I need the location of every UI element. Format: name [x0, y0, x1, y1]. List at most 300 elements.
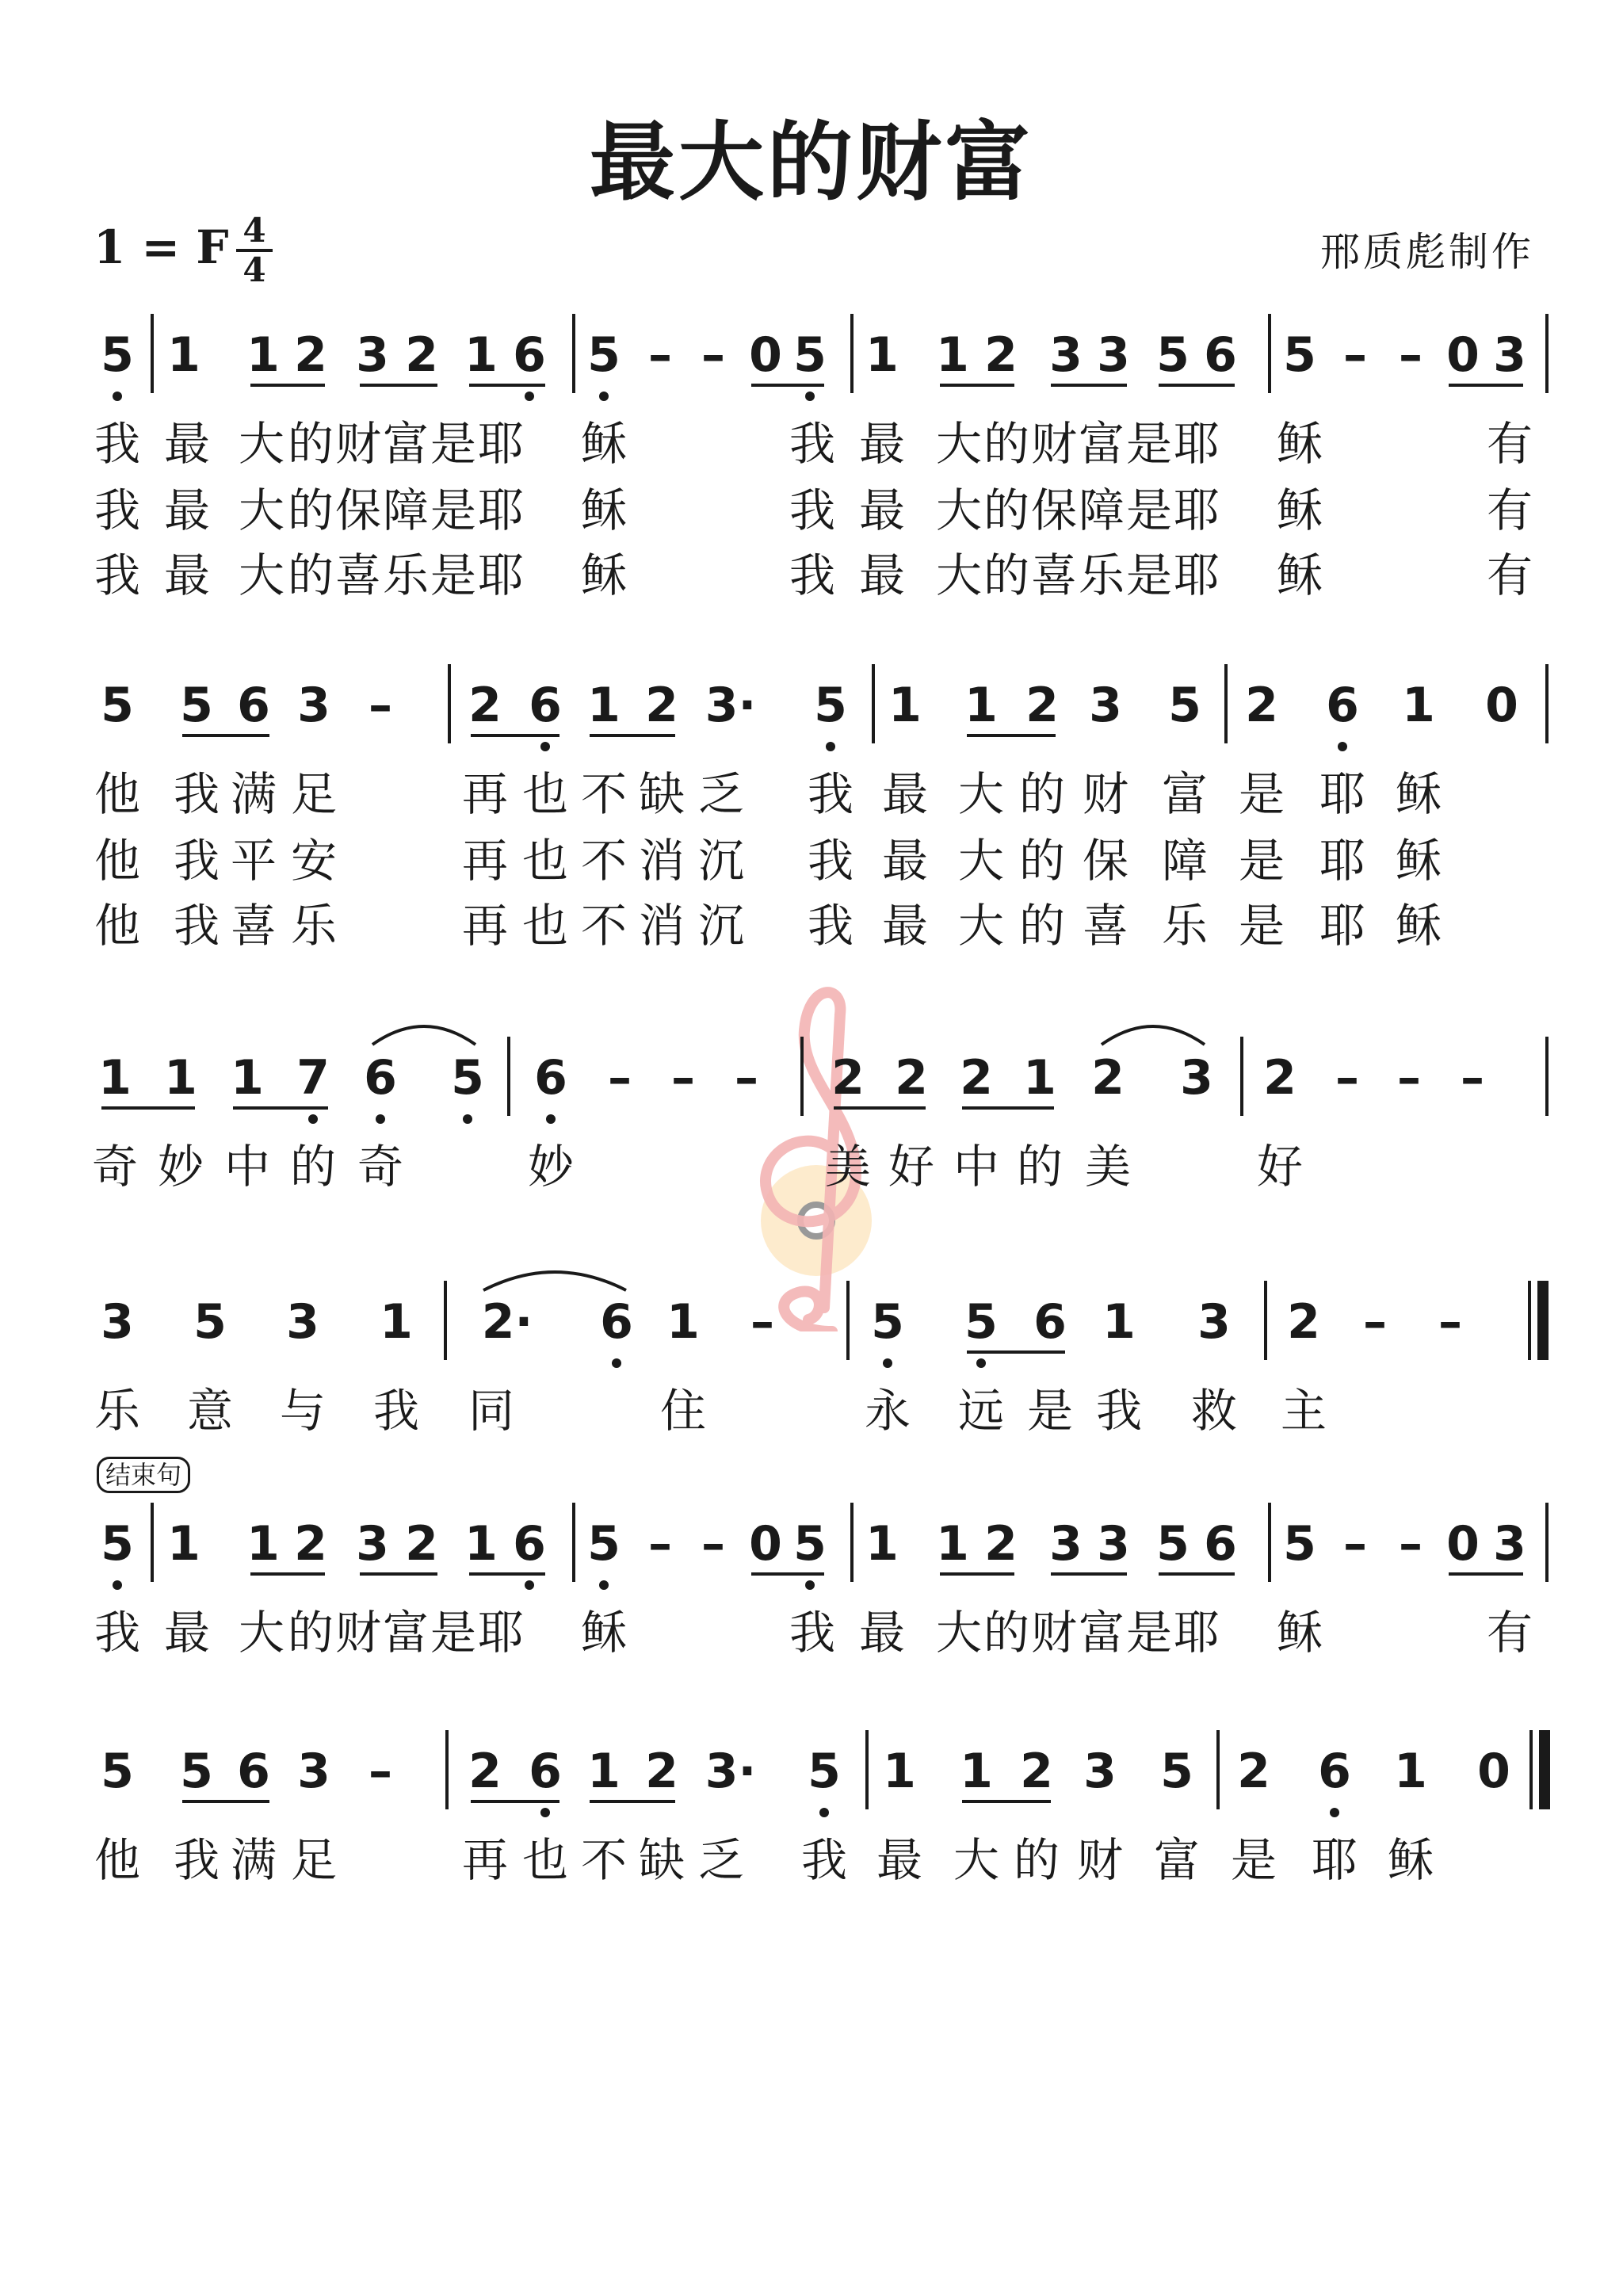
- lyric-char: 是: [430, 483, 477, 537]
- ending-label: 结束句: [97, 1457, 190, 1493]
- note: 3·: [705, 1744, 757, 1799]
- lyric-char: 有: [1486, 483, 1533, 537]
- lyric-char: 的: [983, 417, 1030, 471]
- lyric-char: 我: [807, 899, 854, 953]
- note: 6: [1033, 1294, 1067, 1350]
- lyric-char: 的: [1018, 834, 1066, 888]
- lyric-char: 稣: [1387, 1833, 1434, 1887]
- slur: [483, 1272, 626, 1290]
- lyric-char: 我: [807, 767, 854, 821]
- note: 1: [865, 327, 899, 383]
- note: 3: [1493, 1516, 1526, 1572]
- lyric-char: 稣: [1276, 417, 1323, 471]
- note: 5: [587, 1516, 621, 1572]
- lyric-char: 满: [230, 767, 277, 821]
- lyric-char: 的: [983, 483, 1030, 537]
- lyric-char: 最: [163, 1606, 211, 1660]
- lyric-char: 我: [1095, 1384, 1143, 1438]
- note: 3: [1180, 1050, 1213, 1106]
- lyric-char: 大: [238, 417, 285, 471]
- note: 2: [294, 1516, 327, 1572]
- lyric-char: 财: [334, 417, 382, 471]
- note: 3: [1083, 1744, 1117, 1799]
- lyric-char: 财: [1030, 1606, 1078, 1660]
- lyric-char: 奇: [357, 1140, 404, 1194]
- note: 3: [1049, 1516, 1083, 1572]
- lyric-char: 不: [580, 767, 628, 821]
- note: 5: [814, 678, 847, 733]
- note: 0: [1485, 678, 1518, 733]
- lyric-char: 再: [461, 834, 509, 888]
- lyric-char: 耶: [1173, 483, 1220, 537]
- lyric-char: 财: [334, 1606, 382, 1660]
- note: 6: [1204, 1516, 1237, 1572]
- lyric-char: 我: [789, 417, 836, 471]
- lyric-char: 意: [186, 1384, 234, 1438]
- note: 1: [1102, 1294, 1136, 1350]
- note: 0: [1446, 327, 1480, 383]
- lyric-char: 大: [935, 1606, 983, 1660]
- lyric-char: 的: [983, 1606, 1030, 1660]
- note: 6: [1204, 327, 1237, 383]
- note: –: [1343, 327, 1367, 383]
- lyric-char: 美: [824, 1140, 872, 1194]
- note: 2: [294, 327, 327, 383]
- note: 5: [808, 1744, 841, 1799]
- note: 1: [883, 1744, 916, 1799]
- note: 3: [1097, 1516, 1130, 1572]
- lyric-char: 乐: [290, 899, 338, 953]
- lyric-char: 同: [468, 1384, 515, 1438]
- note: 2: [1263, 1050, 1296, 1106]
- lyric-char: 再: [461, 899, 509, 953]
- lyric-char: 财: [1082, 767, 1129, 821]
- lyric-char: 与: [279, 1384, 327, 1438]
- lyric-char: 的: [287, 417, 334, 471]
- lyric-char: 远: [957, 1384, 1005, 1438]
- lyric-char: 足: [290, 767, 338, 821]
- lyric-char: 富: [382, 1606, 430, 1660]
- lyric-char: 足: [290, 1833, 338, 1887]
- note: 6: [364, 1050, 397, 1106]
- note: –: [750, 1294, 774, 1350]
- note: –: [701, 327, 725, 383]
- lyric-char: 最: [163, 548, 211, 602]
- lyric-char: 稣: [580, 548, 628, 602]
- lyric-char: 我: [94, 417, 141, 471]
- note: 1: [666, 1294, 700, 1350]
- lyric-char: 最: [858, 1606, 906, 1660]
- note: 1: [936, 1516, 969, 1572]
- note: 5: [1156, 1516, 1190, 1572]
- note: 6: [513, 327, 546, 383]
- lyric-char: 的: [287, 1606, 334, 1660]
- lyric-char: 最: [163, 417, 211, 471]
- lyric-char: 保: [334, 483, 382, 537]
- lyric-char: 乐: [1078, 548, 1125, 602]
- note: 5: [101, 1516, 134, 1572]
- note: –: [1363, 1294, 1387, 1350]
- note: 2: [984, 327, 1018, 383]
- note: 1: [1394, 1744, 1427, 1799]
- note: 3: [1049, 327, 1083, 383]
- note: 1: [464, 327, 498, 383]
- note: 5: [1283, 327, 1316, 383]
- lyric-char: 耶: [477, 417, 525, 471]
- note: 2: [645, 678, 678, 733]
- lyric-char: 最: [858, 548, 906, 602]
- note: 0: [749, 327, 782, 383]
- lyric-char: 富: [1078, 417, 1125, 471]
- lyric-char: 我: [789, 548, 836, 602]
- note: 3: [286, 1294, 319, 1350]
- note: 6: [1326, 678, 1359, 733]
- note: 3: [356, 1516, 389, 1572]
- lyric-char: 耶: [1173, 417, 1220, 471]
- lyric-char: 我: [789, 1606, 836, 1660]
- note: 2: [405, 1516, 438, 1572]
- lyric-char: 消: [638, 899, 685, 953]
- lyric-char: 是: [1230, 1833, 1277, 1887]
- lyric-char: 美: [1084, 1140, 1132, 1194]
- lyric-char: 乏: [697, 1833, 745, 1887]
- note: 1: [167, 1516, 200, 1572]
- note: 5: [451, 1050, 484, 1106]
- lyric-char: 缺: [638, 767, 685, 821]
- lyric-char: 永: [864, 1384, 911, 1438]
- note: 3: [297, 678, 330, 733]
- note: 6: [1318, 1744, 1351, 1799]
- lyric-char: 大: [935, 548, 983, 602]
- note: –: [648, 1516, 672, 1572]
- lyric-char: 稣: [1276, 483, 1323, 537]
- lyric-char: 有: [1486, 1606, 1533, 1660]
- lyric-char: 是: [1125, 548, 1173, 602]
- lyric-char: 奇: [91, 1140, 139, 1194]
- note: 5: [1168, 678, 1201, 733]
- note: 6: [529, 1744, 562, 1799]
- note: –: [1343, 1516, 1367, 1572]
- lyric-char: 是: [1125, 417, 1173, 471]
- lyric-char: 稣: [1276, 1606, 1323, 1660]
- lyric-char: 喜: [230, 899, 277, 953]
- note: 1: [960, 1744, 993, 1799]
- lyric-char: 大: [957, 834, 1005, 888]
- note: 2: [1287, 1294, 1320, 1350]
- lyric-char: 最: [881, 834, 929, 888]
- note: –: [1399, 1516, 1423, 1572]
- lyric-char: 是: [1238, 834, 1285, 888]
- lyric-char: 好: [888, 1140, 935, 1194]
- lyric-char: 是: [1125, 483, 1173, 537]
- lyric-char: 妙: [157, 1140, 204, 1194]
- note: 1: [1023, 1050, 1056, 1106]
- note: 6: [529, 678, 562, 733]
- note: –: [701, 1516, 725, 1572]
- lyric-char: 耶: [1173, 548, 1220, 602]
- lyric-char: 稣: [1395, 767, 1442, 821]
- song-title: 最大的财富: [589, 113, 1033, 212]
- note: 2: [468, 678, 502, 733]
- note: 2·: [481, 1294, 533, 1350]
- note: 7: [296, 1050, 330, 1106]
- lyric-char: 沉: [697, 899, 745, 953]
- note: 5: [871, 1294, 904, 1350]
- note: 5: [793, 1516, 827, 1572]
- note: 5: [1283, 1516, 1316, 1572]
- lyric-char: 再: [461, 1833, 509, 1887]
- note: 2: [984, 1516, 1018, 1572]
- lyric-char: 也: [521, 834, 569, 888]
- lyric-char: 他: [94, 834, 141, 888]
- slur: [1102, 1026, 1205, 1045]
- lyric-char: 耶: [1319, 899, 1366, 953]
- lyric-char: 的: [1018, 899, 1066, 953]
- note: 6: [534, 1050, 567, 1106]
- lyric-char: 缺: [638, 1833, 685, 1887]
- note: 5: [101, 327, 134, 383]
- lyric-char: 富: [382, 417, 430, 471]
- lyric-char: 保: [1030, 483, 1078, 537]
- lyric-char: 最: [858, 417, 906, 471]
- lyric-char: 大: [238, 1606, 285, 1660]
- lyric-char: 我: [173, 834, 220, 888]
- lyric-char: 他: [94, 1833, 141, 1887]
- note: –: [1461, 1050, 1484, 1106]
- lyric-char: 我: [372, 1384, 420, 1438]
- lyric-char: 是: [430, 1606, 477, 1660]
- lyric-char: 不: [580, 899, 628, 953]
- lyric-char: 最: [876, 1833, 923, 1887]
- lyric-char: 最: [881, 767, 929, 821]
- lyric-char: 大: [238, 548, 285, 602]
- lyric-char: 的: [1016, 1140, 1064, 1194]
- lyric-char: 的: [1018, 767, 1066, 821]
- lyric-char: 好: [1256, 1140, 1304, 1194]
- note: –: [608, 1050, 632, 1106]
- lyric-char: 障: [1078, 483, 1125, 537]
- lyric-char: 大: [957, 899, 1005, 953]
- note: 2: [1020, 1744, 1053, 1799]
- note: 2: [405, 327, 438, 383]
- lyric-char: 沉: [697, 834, 745, 888]
- lyric-char: 财: [1030, 417, 1078, 471]
- lyric-char: 中: [953, 1140, 1000, 1194]
- note: 1: [246, 327, 280, 383]
- note: 5: [964, 1294, 998, 1350]
- lyric-char: 是: [430, 548, 477, 602]
- lyric-char: 安: [290, 834, 338, 888]
- lyric-char: 我: [173, 767, 220, 821]
- lyric-char: 耶: [477, 1606, 525, 1660]
- lyric-char: 大: [957, 767, 1005, 821]
- note: 6: [513, 1516, 546, 1572]
- lyric-char: 大: [238, 483, 285, 537]
- note: 1: [936, 327, 969, 383]
- note: 5: [180, 678, 213, 733]
- lyric-char: 的: [983, 548, 1030, 602]
- note: 1: [888, 678, 922, 733]
- lyric-char: 大: [935, 483, 983, 537]
- lyric-char: 稣: [1395, 899, 1442, 953]
- note: 1: [98, 1050, 132, 1106]
- time-signature-bottom: 4: [242, 250, 266, 289]
- lyric-char: 稣: [580, 1606, 628, 1660]
- lyric-char: 耶: [1319, 767, 1366, 821]
- note: 5: [101, 678, 134, 733]
- note: 5: [101, 1744, 134, 1799]
- lyric-char: 有: [1486, 417, 1533, 471]
- lyric-char: 喜: [334, 548, 382, 602]
- lyric-char: 有: [1486, 548, 1533, 602]
- note: 5: [193, 1294, 227, 1350]
- note: –: [1397, 1050, 1421, 1106]
- lyric-char: 乐: [1161, 899, 1209, 953]
- lyric-char: 财: [1076, 1833, 1124, 1887]
- lyric-char: 再: [461, 767, 509, 821]
- note: 0: [749, 1516, 782, 1572]
- lyric-char: 也: [521, 899, 569, 953]
- note: 1: [865, 1516, 899, 1572]
- note: 1: [587, 1744, 621, 1799]
- note: 2: [1237, 1744, 1270, 1799]
- key-signature: 1 = F: [94, 220, 229, 274]
- note: 5: [587, 327, 621, 383]
- note: –: [1438, 1294, 1462, 1350]
- lyric-char: 是: [1026, 1384, 1074, 1438]
- lyric-char: 稣: [580, 483, 628, 537]
- lyric-char: 也: [521, 767, 569, 821]
- note: 6: [237, 1744, 270, 1799]
- lyric-char: 耶: [477, 483, 525, 537]
- note: 1: [464, 1516, 498, 1572]
- lyric-char: 稣: [1276, 548, 1323, 602]
- note: 5: [1160, 1744, 1193, 1799]
- note: 2: [895, 1050, 928, 1106]
- lyric-char: 障: [1161, 834, 1209, 888]
- note: –: [369, 1744, 392, 1799]
- note: 3: [1493, 327, 1526, 383]
- note: –: [369, 678, 392, 733]
- note: 2: [645, 1744, 678, 1799]
- lyric-char: 主: [1280, 1384, 1327, 1438]
- note: 0: [1446, 1516, 1480, 1572]
- note: 3: [356, 327, 389, 383]
- note: 3: [1089, 678, 1122, 733]
- lyric-char: 乏: [697, 767, 745, 821]
- note: 2: [960, 1050, 993, 1106]
- note: 5: [1156, 327, 1190, 383]
- note: 2: [1025, 678, 1059, 733]
- lyric-char: 不: [580, 1833, 628, 1887]
- lyric-char: 最: [858, 483, 906, 537]
- lyric-char: 是: [1238, 767, 1285, 821]
- note: 6: [237, 678, 270, 733]
- note: 1: [164, 1050, 197, 1106]
- lyric-char: 保: [1082, 834, 1129, 888]
- note: 5: [793, 327, 827, 383]
- lyric-char: 我: [173, 1833, 220, 1887]
- lyric-char: 喜: [1030, 548, 1078, 602]
- lyric-char: 喜: [1082, 899, 1129, 953]
- note: 1: [246, 1516, 280, 1572]
- lyric-char: 也: [521, 1833, 569, 1887]
- lyric-char: 我: [94, 548, 141, 602]
- lyric-char: 是: [1125, 1606, 1173, 1660]
- lyric-char: 耶: [1173, 1606, 1220, 1660]
- lyric-char: 他: [94, 899, 141, 953]
- lyric-char: 耶: [1319, 834, 1366, 888]
- lyric-char: 不: [580, 834, 628, 888]
- lyric-char: 耶: [477, 548, 525, 602]
- lyric-char: 中: [223, 1140, 271, 1194]
- lyric-char: 最: [163, 483, 211, 537]
- note: 1: [587, 678, 621, 733]
- lyric-char: 我: [94, 1606, 141, 1660]
- lyric-char: 住: [659, 1384, 707, 1438]
- note: 3·: [705, 678, 757, 733]
- note: 2: [1091, 1050, 1125, 1106]
- lyric-char: 他: [94, 767, 141, 821]
- lyric-char: 满: [230, 1833, 277, 1887]
- note: 5: [180, 1744, 213, 1799]
- note: –: [1399, 327, 1423, 383]
- lyric-char: 我: [94, 483, 141, 537]
- note: 2: [831, 1050, 865, 1106]
- note: 6: [600, 1294, 633, 1350]
- note: –: [648, 327, 672, 383]
- lyric-char: 我: [807, 834, 854, 888]
- note: 1: [1402, 678, 1435, 733]
- note: 1: [231, 1050, 264, 1106]
- credit: 邢质彪制作: [1320, 229, 1534, 275]
- note: 1: [380, 1294, 413, 1350]
- note: –: [671, 1050, 695, 1106]
- lyric-char: 平: [230, 834, 277, 888]
- note: 0: [1477, 1744, 1510, 1799]
- note: 1: [167, 327, 200, 383]
- slur: [372, 1026, 475, 1045]
- lyric-char: 稣: [580, 417, 628, 471]
- lyric-char: 救: [1190, 1384, 1238, 1438]
- lyric-char: 的: [287, 483, 334, 537]
- lyric-char: 富: [1153, 1833, 1201, 1887]
- lyric-char: 大: [953, 1833, 1000, 1887]
- lyric-char: 我: [789, 483, 836, 537]
- lyric-char: 乐: [94, 1384, 141, 1438]
- note: 2: [468, 1744, 502, 1799]
- lyric-char: 是: [1238, 899, 1285, 953]
- lyric-char: 大: [935, 417, 983, 471]
- lyric-char: 我: [800, 1833, 848, 1887]
- note: 3: [1197, 1294, 1231, 1350]
- note: –: [735, 1050, 758, 1106]
- lyric-char: 稣: [1395, 834, 1442, 888]
- lyric-char: 的: [1013, 1833, 1060, 1887]
- lyric-char: 耶: [1311, 1833, 1358, 1887]
- lyric-char: 是: [430, 417, 477, 471]
- lyric-char: 妙: [527, 1140, 575, 1194]
- note: 3: [1097, 327, 1130, 383]
- lyric-char: 的: [287, 548, 334, 602]
- note: –: [1335, 1050, 1359, 1106]
- note: 2: [1245, 678, 1278, 733]
- lyric-char: 消: [638, 834, 685, 888]
- note: 3: [297, 1744, 330, 1799]
- note: 1: [964, 678, 998, 733]
- time-signature-top: 4: [242, 211, 266, 250]
- lyric-char: 富: [1078, 1606, 1125, 1660]
